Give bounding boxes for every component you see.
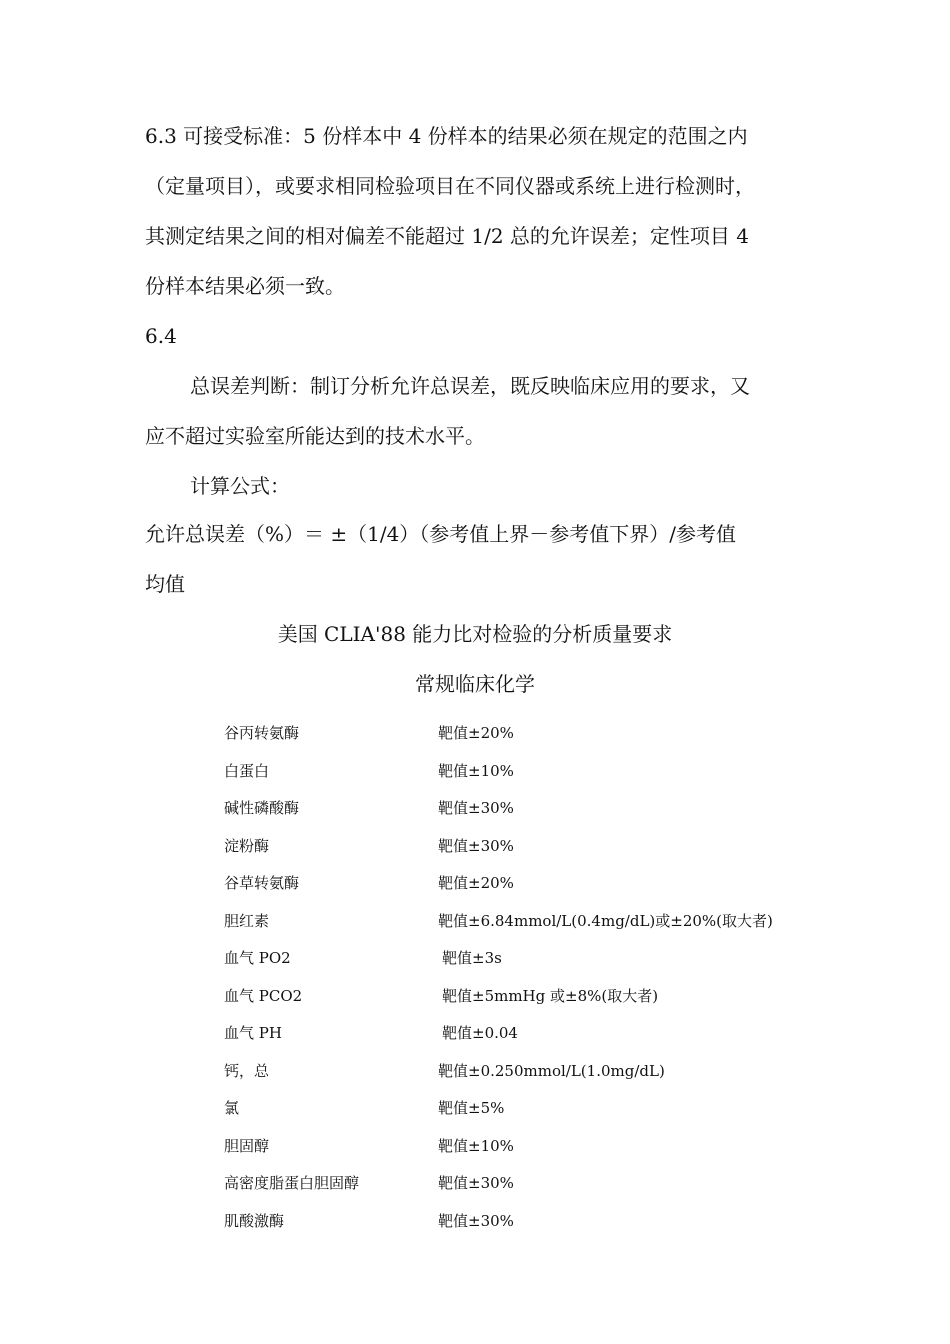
list-item: [224, 1208, 824, 1246]
analyte-requirement: 靶值±10%: [438, 1136, 514, 1155]
analyte-name: 谷草转氨酶: [224, 874, 300, 892]
analyte-requirement: 靶值±10%: [438, 761, 514, 780]
paragraph-6-4-line-2: 应不超过实验室所能达到的技术水平。: [145, 424, 485, 448]
paragraph-6-3-line-3: 其测定结果之间的相对偏差不能超过 1/2 总的允许误差；定性项目 4: [145, 224, 749, 248]
list-item: [224, 758, 824, 796]
paragraph-6-3-line-2: （定量项目），或要求相同检验项目在不同仪器或系统上进行检测时，: [145, 174, 755, 198]
analyte-requirement: 靶值±20%: [438, 874, 514, 892]
analyte-name: 碱性磷酸酶: [224, 799, 300, 817]
paragraph-6-4-line-1: 总误差判断：制订分析允许总误差，既反映临床应用的要求，又: [190, 374, 750, 398]
analyte-requirement: 靶值±30%: [438, 1174, 514, 1192]
table-subtitle: 常规临床化学: [415, 672, 535, 696]
list-item: [224, 1058, 824, 1096]
analyte-name: 胆固醇: [224, 1136, 270, 1155]
list-item: [224, 1020, 824, 1058]
analyte-name: 血气 PCO2: [224, 986, 303, 1005]
list-item: [224, 795, 824, 833]
analyte-name: 淀粉酶: [224, 836, 270, 855]
analyte-requirement: 靶值±30%: [438, 1211, 514, 1230]
table-title: 美国 CLIA'88 能力比对检验的分析质量要求: [277, 622, 673, 646]
analyte-name: 血气 PO2: [224, 949, 291, 967]
analyte-name: 白蛋白: [224, 761, 270, 780]
requirements-list: [224, 720, 824, 1245]
list-item: [224, 1095, 824, 1133]
list-item: [224, 945, 824, 983]
paragraph-6-3-line-1: 6.3 可接受标准：5 份样本中 4 份样本的结果必须在规定的范围之内: [145, 124, 748, 148]
list-item: [224, 833, 824, 871]
list-item: [224, 1170, 824, 1208]
formula-line-2: 均值: [145, 572, 185, 596]
formula-line-1: 允许总误差（%）＝ ±（1/4）（参考值上界－参考值下界）/参考值: [145, 522, 737, 546]
analyte-name: 肌酸激酶: [224, 1211, 285, 1230]
analyte-name: 氯: [224, 1099, 240, 1117]
analyte-requirement: 靶值±0.04: [442, 1024, 518, 1042]
formula-label: 计算公式：: [190, 474, 290, 498]
analyte-requirement: 靶值±3s: [442, 949, 502, 967]
analyte-requirement: 靶值±0.250mmol/L(1.0mg/dL): [438, 1061, 665, 1080]
analyte-requirement: 靶值±6.84mmol/L(0.4mg/dL)或±20%(取大者): [438, 911, 773, 930]
analyte-name: 钙，总: [224, 1061, 270, 1080]
analyte-name: 谷丙转氨酶: [224, 724, 300, 742]
analyte-requirement: 靶值±5%: [438, 1099, 505, 1117]
analyte-requirement: 靶值±20%: [438, 724, 514, 742]
list-item: [224, 1133, 824, 1171]
analyte-name: 血气 PH: [224, 1024, 282, 1042]
analyte-requirement: 靶值±30%: [438, 836, 514, 855]
analyte-requirement: 靶值±30%: [438, 799, 514, 817]
list-item: [224, 908, 824, 946]
analyte-name: 胆红素: [224, 911, 270, 930]
paragraph-6-3-line-4: 份样本结果必须一致。: [145, 274, 345, 298]
analyte-requirement: 靶值±5mmHg 或±8%(取大者): [442, 986, 659, 1005]
list-item: [224, 870, 824, 908]
list-item: [224, 983, 824, 1021]
analyte-name: 高密度脂蛋白胆固醇: [224, 1174, 360, 1192]
section-6-4-heading: 6.4: [145, 324, 177, 348]
list-item: [224, 720, 824, 758]
